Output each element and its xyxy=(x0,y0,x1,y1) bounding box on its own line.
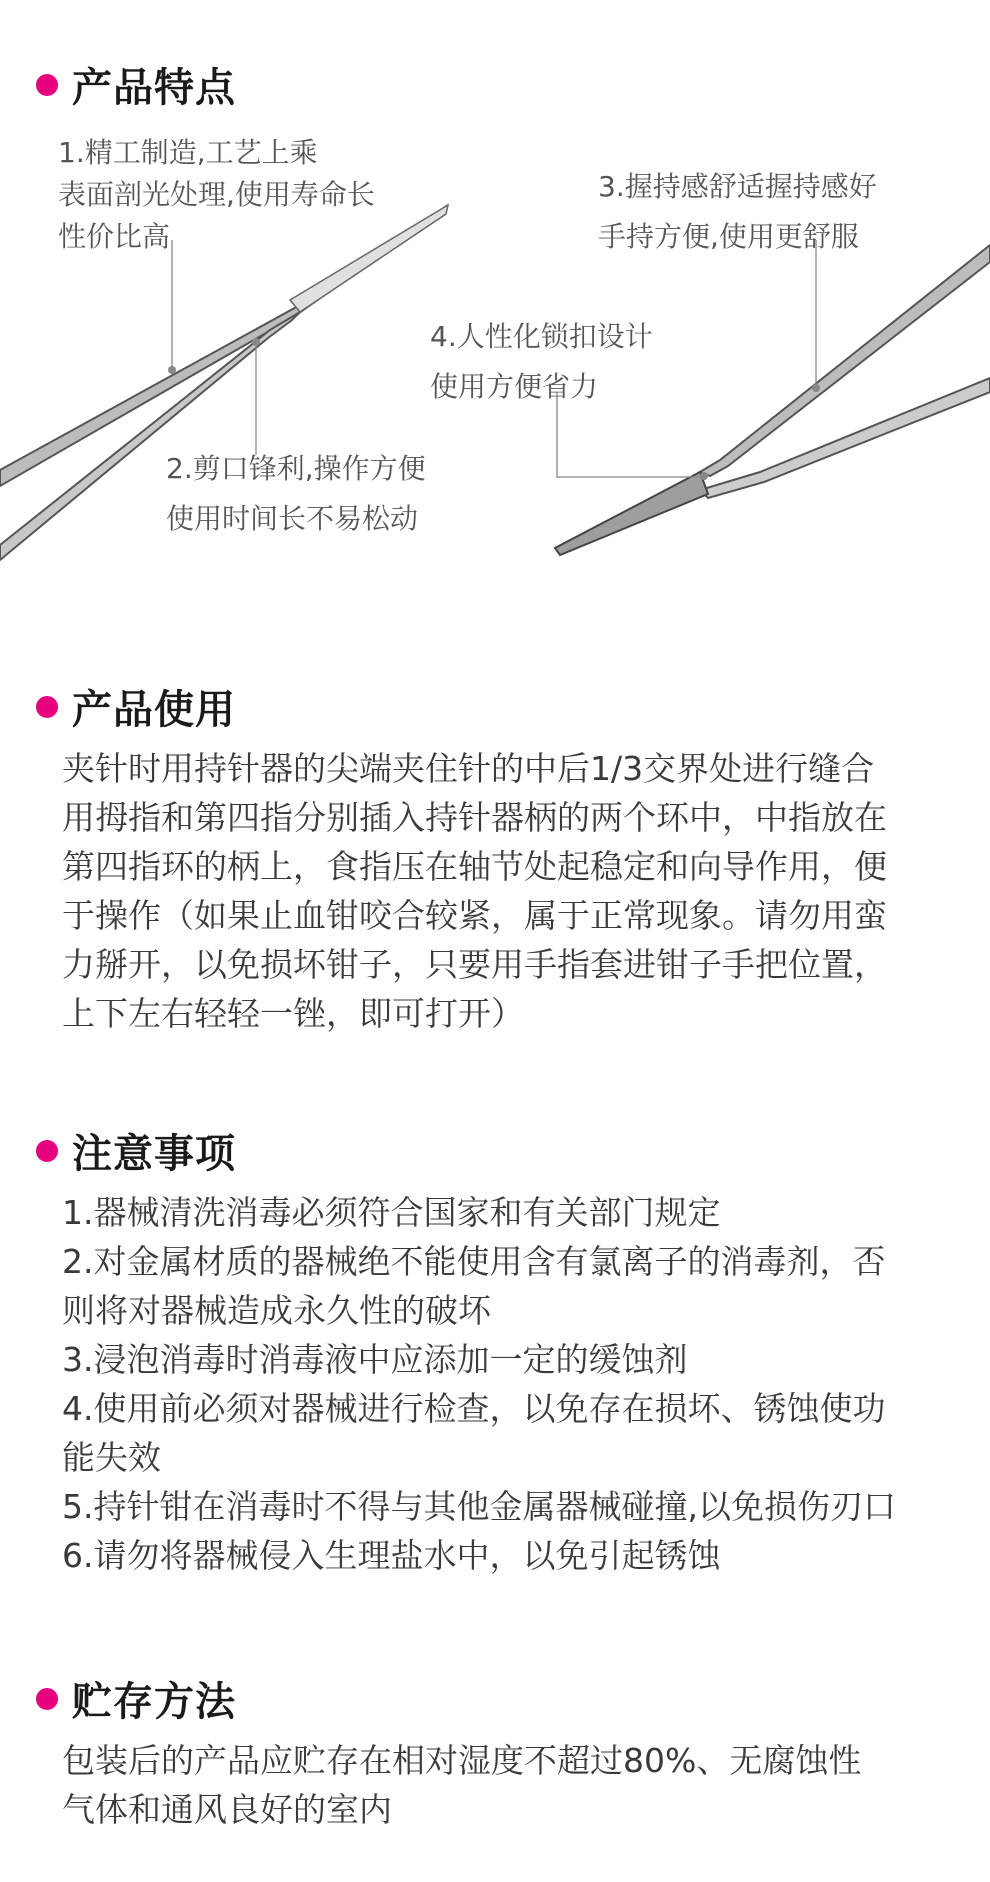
storage-paragraph xyxy=(62,1736,982,1834)
callout-2-line: 使用时间长不易松动 xyxy=(166,502,419,535)
needle-holder-illustration xyxy=(0,0,990,600)
usage-line: 第四指环的柄上，食指压在轴节处起稳定和向导作用，便 xyxy=(62,847,887,886)
usage-line: 夹针时用持针器的尖端夹住针的中后1/3交界处进行缝合 xyxy=(62,749,875,788)
usage-line: 力掰开，以免损坏钳子，只要用手指套进钳子手把位置， xyxy=(62,945,887,984)
callout-3-line: 3.握持感舒适握持感好 xyxy=(598,170,877,203)
storage-line: 气体和通风良好的室内 xyxy=(62,1790,392,1829)
callout-1-line: 性价比高 xyxy=(58,220,171,253)
bullet-dot xyxy=(36,1688,58,1710)
note-line: 5.持针钳在消毒时不得与其他金属器械碰撞,以免损伤刃口 xyxy=(62,1487,896,1526)
note-line: 6.请勿将器械侵入生理盐水中，以免引起锈蚀 xyxy=(62,1536,721,1575)
note-line: 4.使用前必须对器械进行检查，以免存在损坏、锈蚀使功 xyxy=(62,1389,886,1428)
callout-1-line: 1.精工制造,工艺上乘 xyxy=(58,136,318,169)
notes-list xyxy=(62,1188,982,1580)
feature-callout-3 xyxy=(598,162,877,262)
usage-title-text: 产品使用 xyxy=(72,687,236,733)
usage-line: 于操作（如果止血钳咬合较紧，属于正常现象。请勿用蛮 xyxy=(62,896,887,935)
callout-4-line: 4.人性化锁扣设计 xyxy=(430,320,653,353)
callout-4-line: 使用方便省力 xyxy=(430,370,599,403)
feature-callout-1 xyxy=(58,132,375,258)
callout-1-line: 表面剖光处理,使用寿命长 xyxy=(58,178,375,211)
callout-2-line: 2.剪口锋利,操作方便 xyxy=(166,452,426,485)
usage-line: 上下左右轻轻一锉，即可打开） xyxy=(62,994,524,1033)
storage-title-text: 贮存方法 xyxy=(72,1679,236,1725)
bullet-dot xyxy=(36,696,58,718)
features-title-text: 产品特点 xyxy=(72,65,236,111)
notes-title xyxy=(36,1122,236,1179)
note-line: 能失效 xyxy=(62,1438,161,1477)
feature-callout-2 xyxy=(166,444,426,544)
usage-paragraph xyxy=(62,744,982,1038)
bullet-dot xyxy=(36,1140,58,1162)
storage-line: 包装后的产品应贮存在相对湿度不超过80%、无腐蚀性 xyxy=(62,1741,862,1780)
notes-title-text: 注意事项 xyxy=(72,1131,236,1177)
note-line: 2.对金属材质的器械绝不能使用含有氯离子的消毒剂，否 xyxy=(62,1242,886,1281)
usage-title xyxy=(36,678,236,735)
note-line: 1.器械清洗消毒必须符合国家和有关部门规定 xyxy=(62,1193,721,1232)
callout-3-line: 手持方便,使用更舒服 xyxy=(598,220,859,253)
usage-line: 用拇指和第四指分别插入持针器柄的两个环中，中指放在 xyxy=(62,798,887,837)
note-line: 则将对器械造成永久性的破坏 xyxy=(62,1291,491,1330)
note-line: 3.浸泡消毒时消毒液中应添加一定的缓蚀剂 xyxy=(62,1340,688,1379)
storage-title xyxy=(36,1670,236,1727)
feature-callout-4 xyxy=(430,312,653,412)
